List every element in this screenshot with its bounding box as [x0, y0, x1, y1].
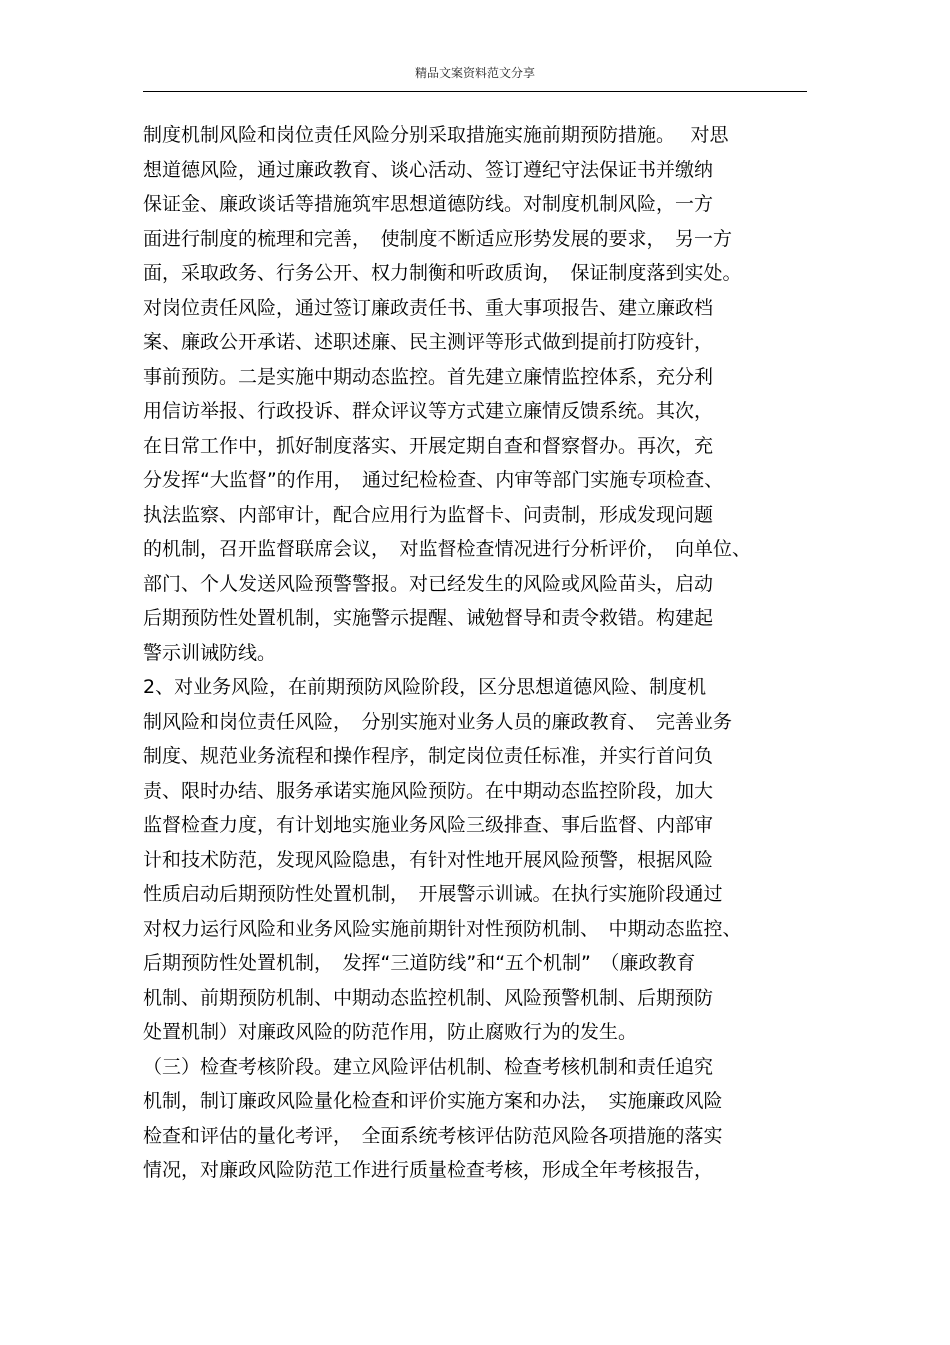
body-line: 监督检查力度，有计划地实施业务风险三级排查、事后监督、内部审 — [143, 814, 714, 836]
body-line: 性质启动后期预防性处置机制， 开展警示训诫。在执行实施阶段通过 — [143, 883, 723, 905]
body-line: 机制，制订廉政风险量化检查和评价实施方案和办法， 实施廉政风险 — [143, 1090, 723, 1112]
body-line: 案、廉政公开承诺、述职述廉、民主测评等形式做到提前打防疫针， — [143, 331, 714, 353]
body-line: 对岗位责任风险，通过签订廉政责任书、重大事项报告、建立廉政档 — [143, 296, 714, 319]
body-line: 用信访举报、行政投诉、群众评议等方式建立廉情反馈系统。其次， — [143, 400, 714, 422]
body-line: 检查和评估的量化考评， 全面系统考核评估防范风险各项措施的落实 — [143, 1124, 723, 1147]
body-line: 后期预防性处置机制，实施警示提醒、诫勉督导和责令救错。构建起 — [143, 607, 714, 629]
header-title: 精品文案资料范文分享 — [414, 66, 535, 80]
body-line: 对权力运行风险和业务风险实施前期针对性预防机制、 中期动态监控、 — [143, 917, 742, 940]
body-line: 事前预防。二是实施中期动态监控。首先建立廉情监控体系，充分利 — [143, 365, 714, 388]
page-header — [143, 0, 807, 92]
body-line: 制度机制风险和岗位责任风险分别采取措施实施前期预防措施。 对思 — [143, 124, 729, 146]
body-line: 面，采取政务、行务公开、权力制衡和听政质询， 保证制度落到实处。 — [143, 262, 742, 284]
body-line: 在日常工作中，抓好制度落实、开展定期自查和督察督办。再次，充 — [143, 434, 714, 457]
body-line: （三）检查考核阶段。建立风险评估机制、检查考核机制和责任追究 — [143, 1055, 714, 1078]
body-line: 执法监察、内部审计，配合应用行为监督卡、问责制，形成发现问题 — [143, 503, 714, 526]
document-body — [143, 118, 843, 1188]
body-line: 的机制，召开监督联席会议， 对监督检查情况进行分析评价， 向单位、 — [143, 538, 752, 560]
body-line: 面进行制度的梳理和完善， 使制度不断适应形势发展的要求， 另一方 — [143, 227, 733, 250]
body-line: 计和技术防范，发现风险隐患，有针对性地开展风险预警，根据风险 — [143, 848, 714, 871]
body-line: 2、对业务风险，在前期预防风险阶段，区分思想道德风险、制度机 — [143, 676, 707, 698]
body-line: 分发挥“大监督”的作用， 通过纪检检查、内审等部门实施专项检查、 — [143, 469, 724, 491]
body-line: 情况，对廉政风险防范工作进行质量检查考核，形成全年考核报告， — [143, 1159, 714, 1181]
body-line: 制度、规范业务流程和操作程序，制定岗位责任标准，并实行首问负 — [143, 745, 714, 767]
body-line: 想道德风险，通过廉政教育、谈心活动、签订遵纪守法保证书并缴纳 — [143, 158, 714, 181]
body-line: 警示训诫防线。 — [143, 641, 277, 664]
body-line: 后期预防性处置机制， 发挥“三道防线”和“五个机制” （廉政教育 — [143, 952, 696, 974]
body-line: 保证金、廉政谈话等措施筑牢思想道德防线。对制度机制风险，一方 — [143, 193, 714, 215]
body-line: 处置机制）对廉政风险的防范作用，防止腐败行为的发生。 — [143, 1021, 638, 1043]
body-line: 制风险和岗位责任风险， 分别实施对业务人员的廉政教育、 完善业务 — [143, 710, 733, 733]
body-line: 责、限时办结、服务承诺实施风险预防。在中期动态监控阶段，加大 — [143, 779, 714, 802]
body-line: 部门、个人发送风险预警警报。对已经发生的风险或风险苗头，启动 — [143, 572, 714, 595]
body-line: 机制、前期预防机制、中期动态监控机制、风险预警机制、后期预防 — [143, 986, 714, 1009]
